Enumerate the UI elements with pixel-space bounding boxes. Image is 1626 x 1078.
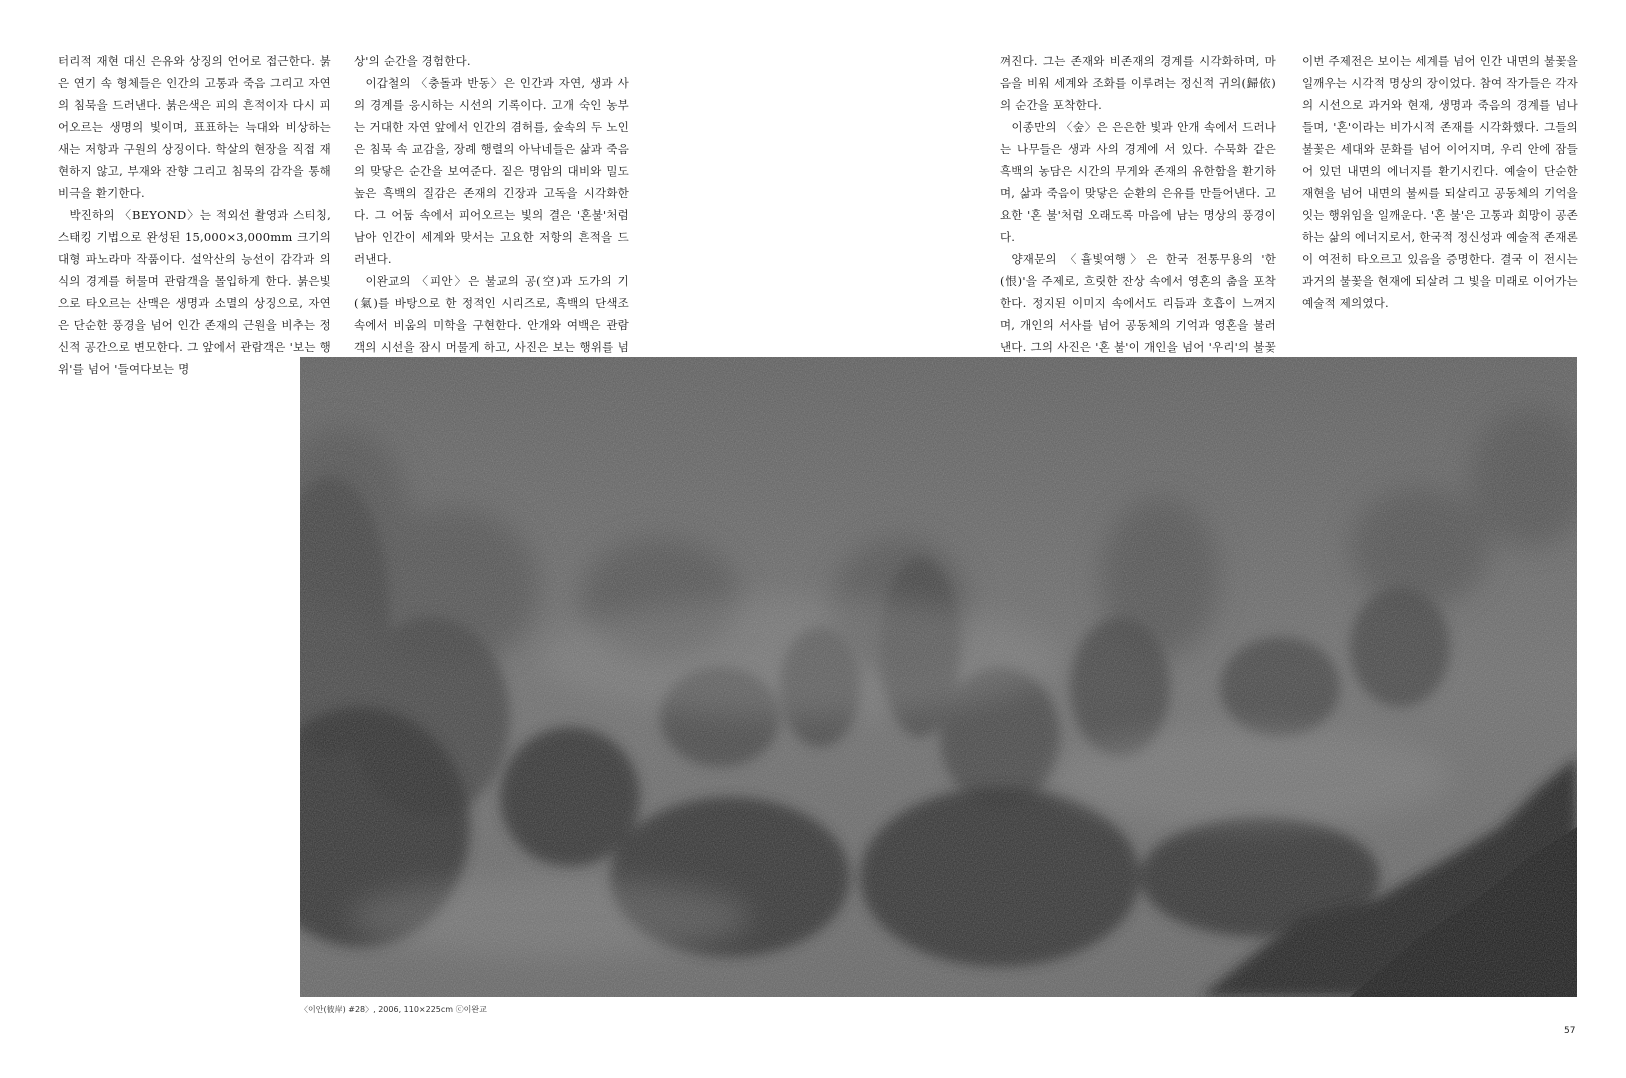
paragraph: 양재문의 〈휼빛여행〉은 한국 전통무용의 '한(恨)'을 주제로, 흐릿한 잔상 속에서 영혼의 춤을 포착한다. 정지된 이미지 속에서도 리듬과 호흡이 느껴지며, 개인의 서사를 넘어 공동체의 기억과 영혼을 불러낸다. 그의 사진은 '혼 불'이 개인을 넘어 '우리'의 불꽃	[1000, 252, 1276, 354]
paragraph: 이완교의 〈피안〉은 불교의 공(空)과 도가의 기(氣)를 바탕으로 한 정적인 시리즈로, 흑백의 단색조 속에서 비움의 미학을 구현한다. 안개와 여백은 관람객의 시선을 잠시 머물게 하고, 사진은 보는 행위를 넘	[354, 274, 629, 354]
misty-forest-photo	[300, 357, 1577, 997]
text-column-2	[354, 50, 629, 380]
paragraph: 박진하의 〈BEYOND〉는 적외선 촬영과 스티칭, 스태킹 기법으로 완성된 15,000×3,000mm 크기의 대형 파노라마 작품이다. 설악산의 능선이 감각과 의식의 경계를 허물며 관람객을 몰입하게 한다. 붉은빛으로 타오르는 산맥은 생명과 소멸의 상징으로, 자연은 단순한 풍경을 넘어 인간 존재의 근원을 비추는 정신적 공간으로 변모한다. 그 앞에서 관람객은 '보는 행위'를 넘어 '들여다보는 명	[58, 208, 331, 376]
paragraph: 껴진다. 그는 존재와 비존재의 경계를 시각화하며, 마음을 비워 세계와 조화를 이루려는 정신적 귀의(歸依)의 순간을 포착한다.	[1000, 54, 1276, 112]
paragraph: 상'의 순간을 경험한다.	[354, 54, 471, 68]
paragraph: 이번 주제전은 보이는 세계를 넘어 인간 내면의 불꽃을 일깨우는 시각적 명상의 장이었다. 참여 작가들은 각자의 시선으로 과거와 현재, 생명과 죽음의 경계를 넘나들며, '혼'이라는 비가시적 존재를 시각화했다. 그들의 불꽃은 세대와 문화를 넘어 이어지며, 우리 안에 잠들어 있던 내면의 에너지를 환기시킨다. 예술이 단순한 재현을 넘어 내면의 불씨를 되살리고 공동체의 기억을 잇는 행위임을 일깨운다. '혼 불'은 고통과 희망이 공존하는 삶의 에너지로서, 한국적 정신성과 예술적 존재론이 여전히 타오르고 있음을 증명한다. 결국 이 전시는 과거의 불꽃을 현재에 되살려 그 빛을 미래로 이어가는 예술적 제의였다.	[1302, 54, 1578, 310]
paragraph: 이종만의 〈숲〉은 은은한 빛과 안개 속에서 드러나는 나무들은 생과 사의 경계에 서 있다. 수묵화 같은 흑백의 농담은 시간의 무게와 존재의 유한함을 환기하며, 삶과 죽음이 맞닿은 순환의 은유를 만들어낸다. 고요한 '혼 불'처럼 오래도록 마음에 남는 명상의 풍경이다.	[1000, 120, 1276, 244]
text-column-1	[58, 50, 331, 380]
paragraph: 터리적 재현 대신 은유와 상징의 언어로 접근한다. 붉은 연기 속 형체들은 인간의 고통과 죽음 그리고 자연의 침묵을 드러낸다. 붉은색은 피의 흔적이자 다시 피어오르는 생명의 빛이며, 표표하는 늑대와 비상하는 새는 저항과 구원의 상징이다. 학살의 현장을 직접 재현하지 않고, 부재와 잔향 그리고 침묵의 감각을 통해 비극을 환기한다.	[58, 54, 331, 200]
paragraph: 이갑철의 〈충돌과 반동〉은 인간과 자연, 생과 사의 경계를 응시하는 시선의 기록이다. 고개 숙인 농부는 거대한 자연 앞에서 인간의 겸허를, 숲속의 두 노인은 침묵 속 교감을, 장례 행렬의 아낙네들은 삶과 죽음의 맞닿은 순간을 보여준다. 짙은 명암의 대비와 밀도 높은 흑백의 질감은 존재의 긴장과 고독을 시각화한다. 그 어둠 속에서 피어오르는 빛의 결은 '혼불'처럼 남아 인간이 세계와 맞서는 고요한 저항의 흔적을 드러낸다.	[354, 76, 629, 266]
page-number: 57	[1564, 1026, 1576, 1036]
photo-caption: 〈이안(彼岸) #28〉, 2006, 110×225cm ⓒ이완교	[300, 1005, 487, 1014]
text-column-4	[1302, 50, 1578, 314]
text-column-3	[1000, 50, 1276, 380]
